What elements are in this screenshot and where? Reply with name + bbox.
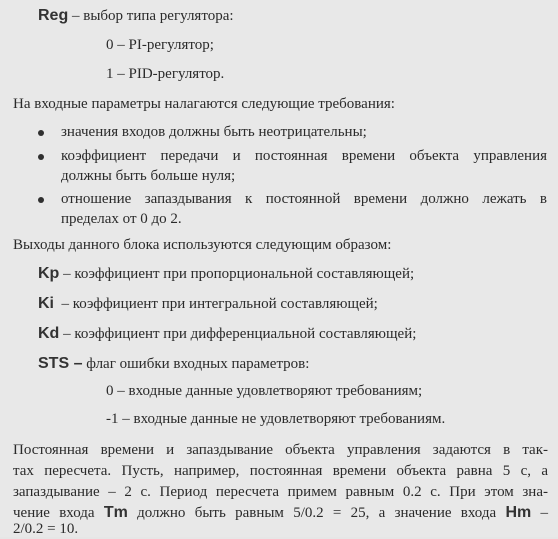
closing-line-4 xyxy=(13,503,548,523)
closing-line-4-a: чение входа xyxy=(13,505,104,521)
kd-term: Kd xyxy=(38,325,60,342)
kp-desc: – коэффициент при пропорциональной составляющей; xyxy=(59,266,415,282)
closing-line-4-c: – xyxy=(531,505,548,521)
sts-option-1: -1 – входные данные не удовлетворяют требованиям. xyxy=(106,411,446,427)
bullet-icon xyxy=(38,197,44,203)
closing-line-5: 2/0.2 = 10. xyxy=(13,521,79,537)
kp-term: Kp xyxy=(38,265,60,282)
output-ki xyxy=(38,294,378,314)
requirement-1: значения входов должны быть неотрицательны; xyxy=(61,124,367,140)
ki-desc: – коэффициент при интегральной составляющей; xyxy=(54,296,378,312)
tm-term: Tm xyxy=(103,504,128,521)
closing-line-4-b: должно быть равным 5/0.2 = 25, а значение входа xyxy=(127,505,506,521)
requirement-3-line-2: пределах от 0 до 2. xyxy=(61,211,182,227)
closing-line-1: Постоянная времени и запаздывание объекта управления задаются в так- xyxy=(13,442,548,458)
sts-desc: флаг ошибки входных параметров: xyxy=(82,356,310,372)
output-kp xyxy=(38,264,414,284)
reg-option-0: 0 – PI-регулятор; xyxy=(106,37,214,53)
kd-desc: – коэффициент при дифференциальной составляющей; xyxy=(59,326,417,342)
closing-line-3: запаздывание – 2 с. Период пересчета примем равным 0.2 с. При этом зна- xyxy=(13,484,548,500)
output-sts xyxy=(38,354,309,374)
reg-line xyxy=(38,6,234,26)
reg-desc: – выбор типа регулятора: xyxy=(68,8,234,24)
sts-term: STS – xyxy=(38,355,83,372)
output-kd xyxy=(38,324,416,344)
requirement-2-line-1: коэффициент передачи и постоянная времени объекта управления xyxy=(61,148,547,164)
ki-term: Ki xyxy=(38,295,54,312)
reg-term: Reg xyxy=(38,7,69,24)
sts-option-0: 0 – входные данные удовлетворяют требованиям; xyxy=(106,383,423,399)
requirements-intro: На входные параметры налагаются следующие требования: xyxy=(13,96,395,112)
closing-line-2: тах пересчета. Пусть, например, постоянная времени объекта равна 5 с, а xyxy=(13,463,548,479)
requirement-3-line-1: отношение запаздывания к постоянной времени должно лежать в xyxy=(61,191,547,207)
outputs-intro: Выходы данного блока используются следующим образом: xyxy=(13,237,392,253)
reg-option-1: 1 – PID-регулятор. xyxy=(106,66,225,82)
bullet-icon xyxy=(38,130,44,136)
requirement-2-line-2: должны быть больше нуля; xyxy=(61,168,236,184)
bullet-icon xyxy=(38,154,44,160)
hm-term: Hm xyxy=(505,504,532,521)
